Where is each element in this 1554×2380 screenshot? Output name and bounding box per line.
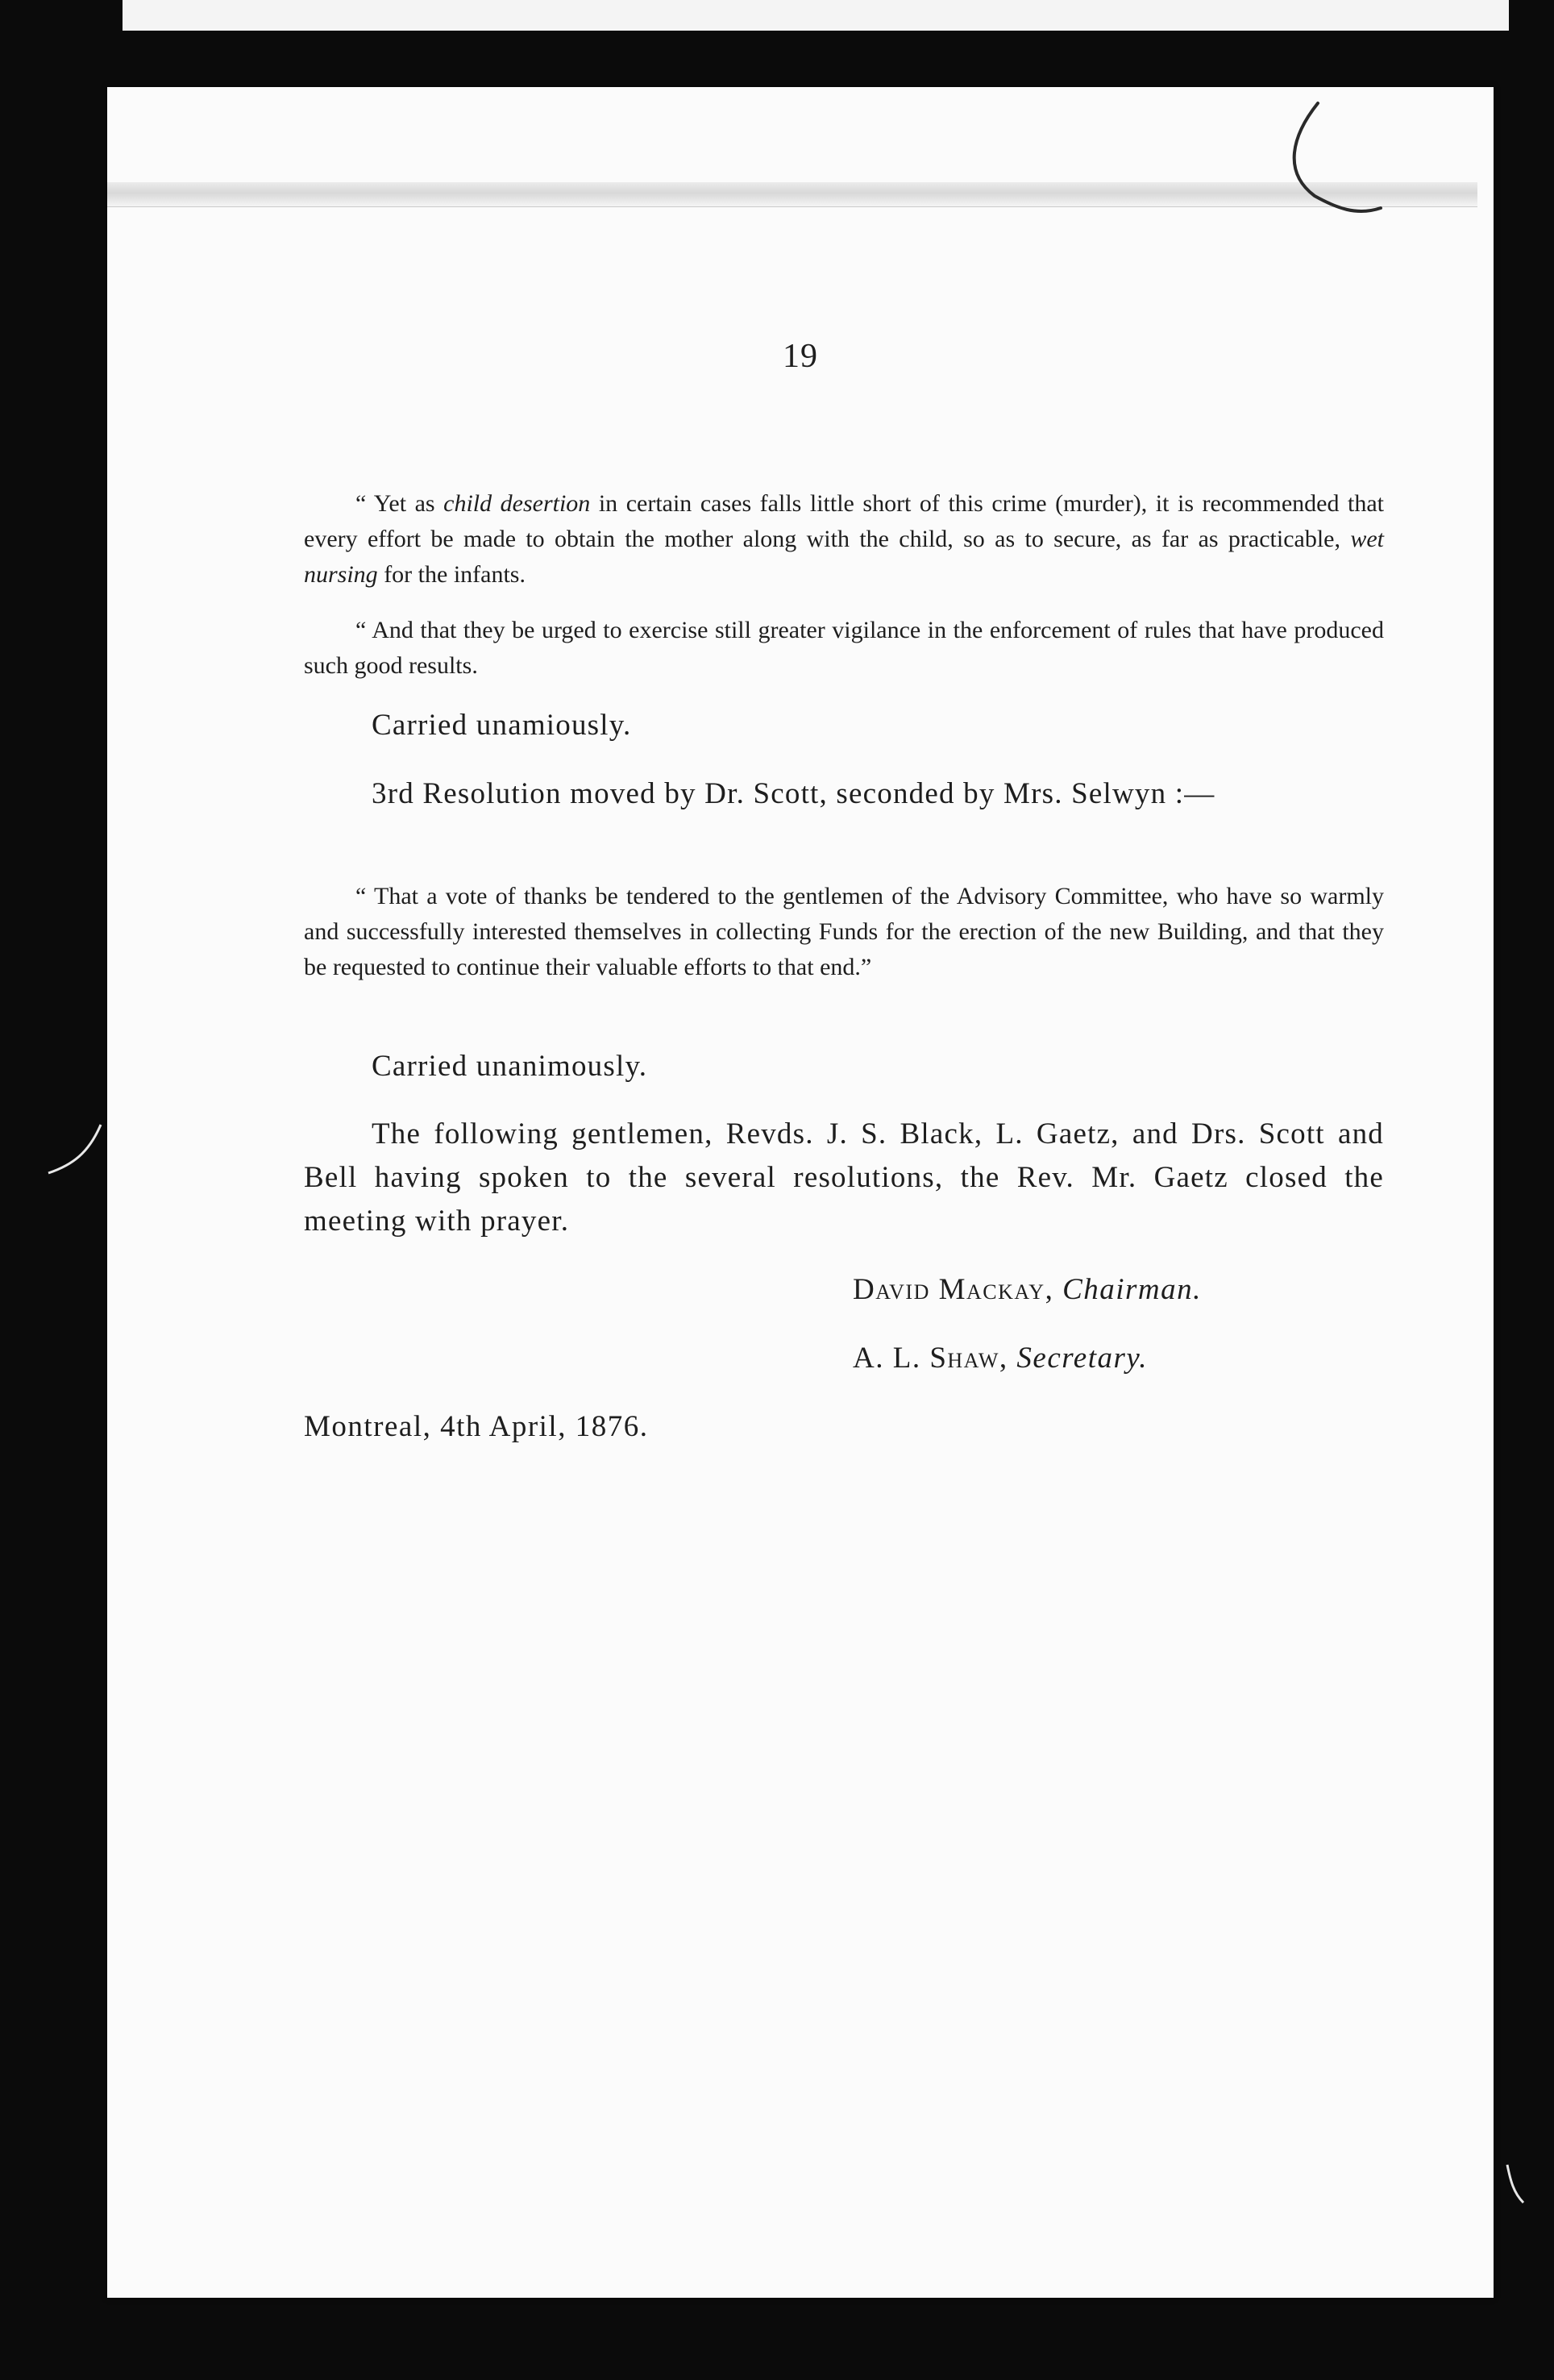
paragraph-text: “ Yet as <box>355 490 444 517</box>
paragraph-text: “ And that they be urged to exercise still greater vigilance in the enforcement of rules that have produced such good results. <box>304 617 1384 679</box>
secretary-title: Secretary. <box>1016 1342 1149 1375</box>
quote-paragraph-3 <box>304 879 1384 985</box>
pencil-mark <box>1268 95 1429 224</box>
document-page <box>107 87 1494 2298</box>
paragraph-text: The following gentlemen, Revds. J. S. Black, L. Gaetz, and Drs. Scott and Bell having spoken to the several resolutions, the Rev. Mr. Gaetz closed the meeting with prayer. <box>304 1117 1384 1238</box>
quote-paragraph-1 <box>304 486 1384 593</box>
italic-text: child desertion <box>443 490 591 517</box>
paragraph-text: 3rd Resolution moved by Dr. Scott, seconded by Mrs. Selwyn :— <box>372 777 1215 810</box>
page-number: 19 <box>783 338 818 375</box>
previous-page-edge <box>123 0 1509 31</box>
carried-line-2 <box>304 1045 1384 1088</box>
italic-text: wet nursing <box>304 526 1384 588</box>
paragraph-text: “ That a vote of thanks be tendered to the gentlemen of the Advisory Committee, who have so warmly and successfully interested themselves in collecting Funds for the erection of the new Building, and that they be requested to continue their valuable efforts to that end.” <box>304 883 1384 980</box>
chairman-signature <box>853 1272 1202 1307</box>
paragraph-text: for the infants. <box>377 561 526 588</box>
paragraph-text: Carried unanimously. <box>372 1050 648 1083</box>
secretary-signature <box>853 1341 1148 1375</box>
dateline: Montreal, 4th April, 1876. <box>304 1410 649 1443</box>
paragraph-text: Carried unamiously. <box>372 709 632 742</box>
chairman-name: David Mackay, <box>853 1273 1054 1306</box>
paragraph-text: in certain cases falls little short of this crime (murder), it is recommended that every effort be made to obtain the mother along with the child, so as to secure, as far as practicable, <box>304 490 1384 552</box>
resolution-3 <box>304 772 1384 816</box>
scan-mark-left <box>32 1121 105 1185</box>
closing-paragraph <box>304 1113 1384 1243</box>
chairman-title: Chairman. <box>1062 1273 1202 1306</box>
scan-mark-right <box>1499 2161 1531 2209</box>
secretary-name: A. L. Shaw, <box>853 1342 1008 1375</box>
carried-line-1 <box>304 704 1384 747</box>
quote-paragraph-2 <box>304 613 1384 684</box>
